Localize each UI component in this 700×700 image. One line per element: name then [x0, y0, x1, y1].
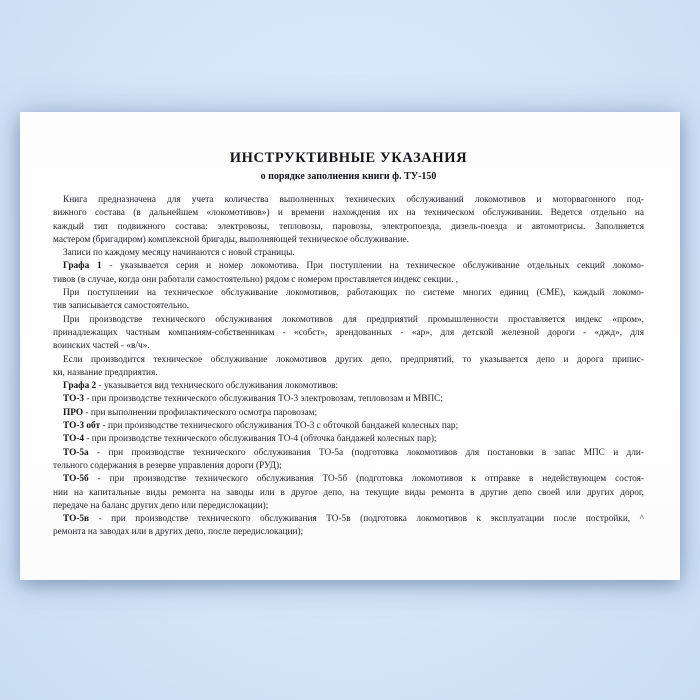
text-line: вижного состава (в дальнейшем «локомотивов») и времени нахождения их на техническом обслуживании. Ведется отдельно на — [53, 208, 644, 219]
text-line: тельного содержания в резерве управления дороги (РУД); — [53, 460, 282, 471]
document-body — [53, 194, 644, 540]
document-title: ИНСТРУКТИВНЫЕ УКАЗАНИЯ — [229, 150, 468, 166]
term-label: Графа 2 — [63, 381, 97, 392]
text-line: каждый тип подвижного состава: электровозы, тепловозы, паровозы, электропоезда, дизель-поезда и автомотрисы. Заполняется — [53, 221, 644, 232]
text-line: ки, название предприятия. — [53, 367, 158, 378]
text-line: Графа 2 - указывается вид технического обслуживания локомотивов: — [63, 381, 339, 392]
term-label: ПРО — [63, 407, 84, 418]
text-line: ТО-3 обт - при производстве технического обслуживания ТО-3 с обточкой бандажей колесных пар; — [63, 421, 459, 432]
text-line: ТО-5в - при производстве технического обслуживания ТО-5в (подготовка локомотивов к эксплуатации после постройки, ^ — [63, 514, 644, 525]
text-line: Книга предназначена для учета количества выполненных технических обслуживаний локомотивов и моторвагонного под- — [63, 195, 644, 205]
text-line: ПРО - при выполнении профилактического осмотра паровозам; — [63, 407, 318, 418]
text-line: нии на капитальные виды ремонта на заводы или в другое депо, на текущие виды ремонта в другие депо своей или других дорог, — [53, 487, 644, 498]
document-page — [20, 112, 680, 580]
text-line: мастером (бригадиром) комплексной бригады, выполняющей техническое обслуживание. — [53, 234, 410, 245]
term-label: ТО-4 — [63, 434, 85, 445]
text-line: ТО-5б - при производстве технического обслуживания ТО-5б (подготовка локомотивов к отправке в недействующем состоя- — [63, 474, 644, 485]
term-label: ТО-5в — [63, 514, 90, 525]
text-line: ремонта на заводах или в других депо, после передислокации); — [53, 527, 304, 538]
term-label: ТО-5а — [63, 447, 89, 458]
text-line: Записи по каждому месяцу начинаются с новой страницы. — [63, 248, 295, 259]
term-label: ТО-3 обт — [63, 421, 101, 432]
text-line: Если производится техническое обслуживание локомотивов других депо, предприятий, то указывается депо и дорога припис- — [63, 354, 644, 365]
text-line: тив записывается самостоятельно. — [53, 301, 190, 312]
text-line: При производстве технического обслуживания локомотивов для предприятий промышленности проставляется индекс «пром», — [63, 314, 644, 325]
text-line: Графа 1 - указывается серия и номер локомотива. При поступлении на техническое обслуживание отдельных секций локомо- — [63, 261, 644, 272]
text-line: ТО-4 - при производстве технического обслуживания ТО-4 (обточка бандажей колесных пар); — [63, 434, 437, 445]
text-line: ТО-5а - при производстве технического обслуживания ТО-5а (подготовка локомотивов для постановки в запас МПС и дли- — [63, 447, 644, 458]
text-line: передаче на баланс других депо или передислокации); — [53, 500, 269, 511]
term-label: ТО-3 — [63, 394, 85, 405]
text-line: принадлежащих частным компаниям-собственникам - «собст», арендованных - «ар», для детской железной дороги - «джд», для — [53, 327, 644, 338]
text-line: ТО-3 - при производстве технического обслуживания ТО-3 электровозам, тепловозам и МВПС; — [63, 394, 443, 405]
text-line: воинских частей - «в/ч». — [53, 341, 150, 352]
term-label: Графа 1 — [63, 261, 102, 272]
text-line: При поступлении на техническое обслуживание локомотивов, работающих по системе многих единиц (СМЕ), каждый локомо- — [63, 288, 644, 299]
text-line: тивов (в случае, когда они работали самостоятельно) рядом с номером проставляется индекс секции. , — [53, 274, 459, 285]
document-subtitle: о порядке заполнения книги ф. ТУ-150 — [260, 171, 437, 182]
term-label: ТО-5б — [63, 474, 89, 485]
